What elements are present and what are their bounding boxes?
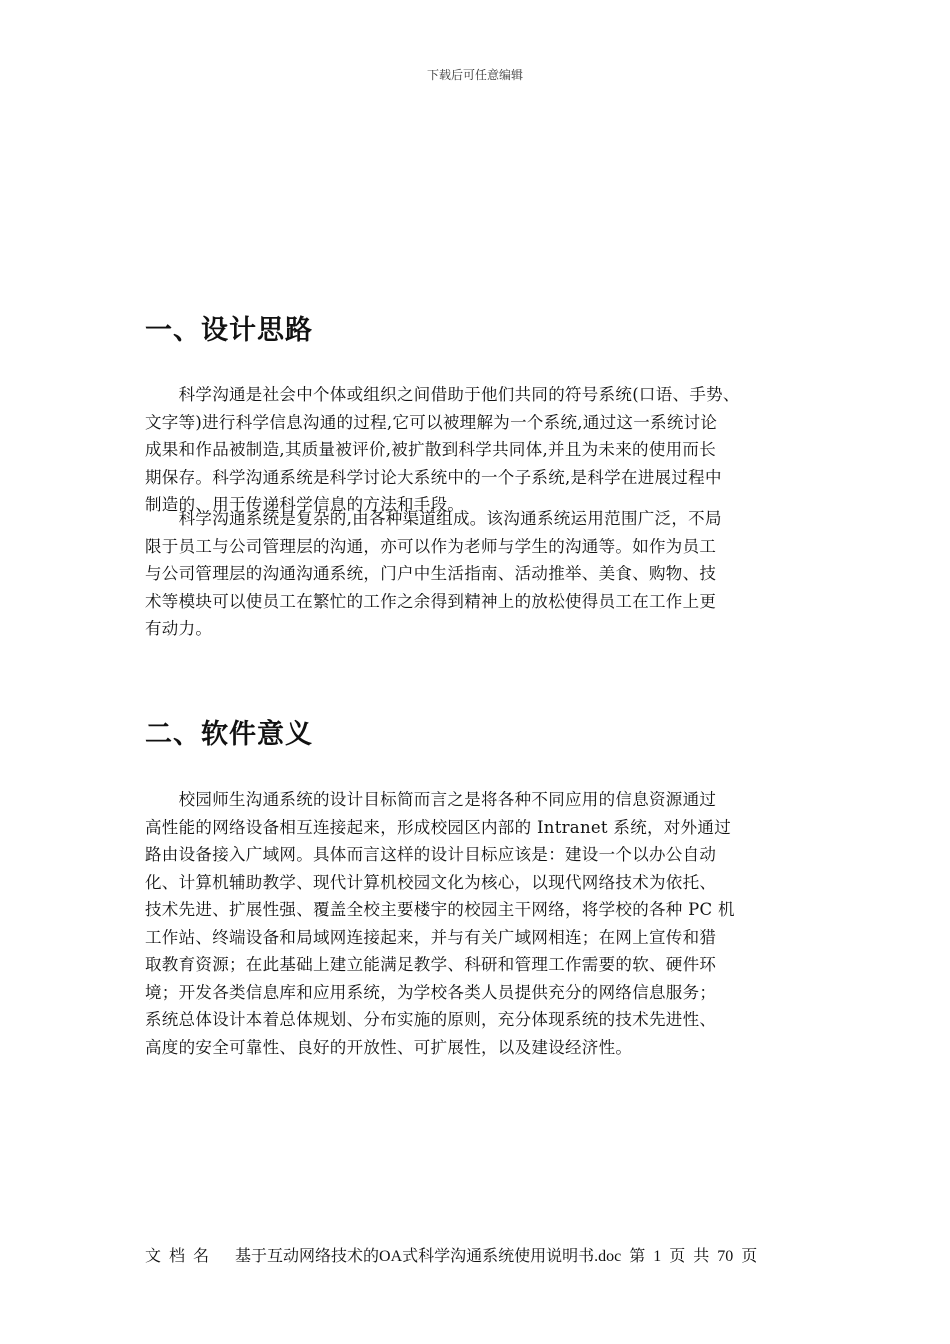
paragraph-line: 工作站、终端设备和局域网连接起来，并与有关广域网相连；在网上宣传和猎 [145, 927, 717, 947]
paragraph-campus-system-goals [145, 786, 810, 1061]
footer-doc-label: 文档名 [145, 1248, 218, 1265]
paragraph-line: 文字等)进行科学信息沟通的过程,它可以被理解为一个系统,通过这一系统讨论 [145, 412, 718, 432]
page-header: 下载后可任意编辑 [426, 68, 523, 82]
paragraph-line: 与公司管理层的沟通沟通系统，门户中生活指南、活动推举、美食、购物、技 [145, 564, 717, 583]
paragraph-line: 校园师生沟通系统的设计目标简而言之是将各种不同应用的信息资源通过 [145, 790, 717, 809]
paragraph-line: 成果和作品被制造,其质量被评价,被扩散到科学共同体,并且为未来的使用而长 [145, 440, 717, 459]
paragraph-line: 科学沟通是社会中个体或组织之间借助于他们共同的符号系统(口语、手势、 [145, 385, 740, 404]
paragraph-scientific-communication [145, 381, 810, 519]
page-footer [145, 1243, 757, 1266]
section-heading-software-significance: 二、软件意义 [145, 719, 313, 750]
paragraph-line: 科学沟通系统是复杂的,由各种渠道组成。该沟通系统运用范围广泛，不局 [145, 509, 722, 528]
paragraph-line: 限于员工与公司管理层的沟通，亦可以作为老师与学生的沟通等。如作为员工 [145, 536, 717, 556]
footer-filename: 基于互动网络技术的OA式科学沟通系统使用说明书.doc [235, 1248, 622, 1265]
paragraph-line: 取教育资源；在此基础上建立能满足教学、科研和管理工作需要的软、硬件环 [145, 955, 717, 974]
paragraph-line: 技术先进、扩展性强、覆盖全校主要楼宇的校园主干网络，将学校的各种 PC 机 [145, 900, 735, 919]
paragraph-line: 高性能的网络设备相互连接起来，形成校园区内部的 Intranet 系统，对外通过 [145, 817, 732, 837]
paragraph-line: 境；开发各类信息库和应用系统，为学校各类人员提供充分的网络信息服务； [145, 982, 717, 1002]
paragraph-line: 术等模块可以使员工在繁忙的工作之余得到精神上的放松使得员工在工作上更 [145, 591, 717, 611]
paragraph-line: 路由设备接入广域网。具体而言这样的设计目标应该是：建设一个以办公自动 [145, 845, 717, 864]
footer-page-info: 第 1 页 共 70 页 [629, 1248, 758, 1265]
paragraph-line: 制造的、用于传递科学信息的方法和手段。 [145, 495, 465, 514]
paragraph-line: 系统总体设计本着总体规划、分布实施的原则，充分体现系统的技术先进性、 [145, 1010, 717, 1029]
paragraph-line: 期保存。科学沟通系统是科学讨论大系统中的一个子系统,是科学在进展过程中 [145, 467, 722, 487]
paragraph-line: 有动力。 [145, 619, 213, 638]
paragraph-line: 化、计算机辅助教学、现代计算机校园文化为核心，以现代网络技术为依托、 [145, 872, 717, 892]
section-heading-design-idea: 一、设计思路 [145, 315, 313, 346]
paragraph-system-scope [145, 505, 810, 643]
paragraph-line: 高度的安全可靠性、良好的开放性、可扩展性，以及建设经济性。 [145, 1037, 633, 1057]
